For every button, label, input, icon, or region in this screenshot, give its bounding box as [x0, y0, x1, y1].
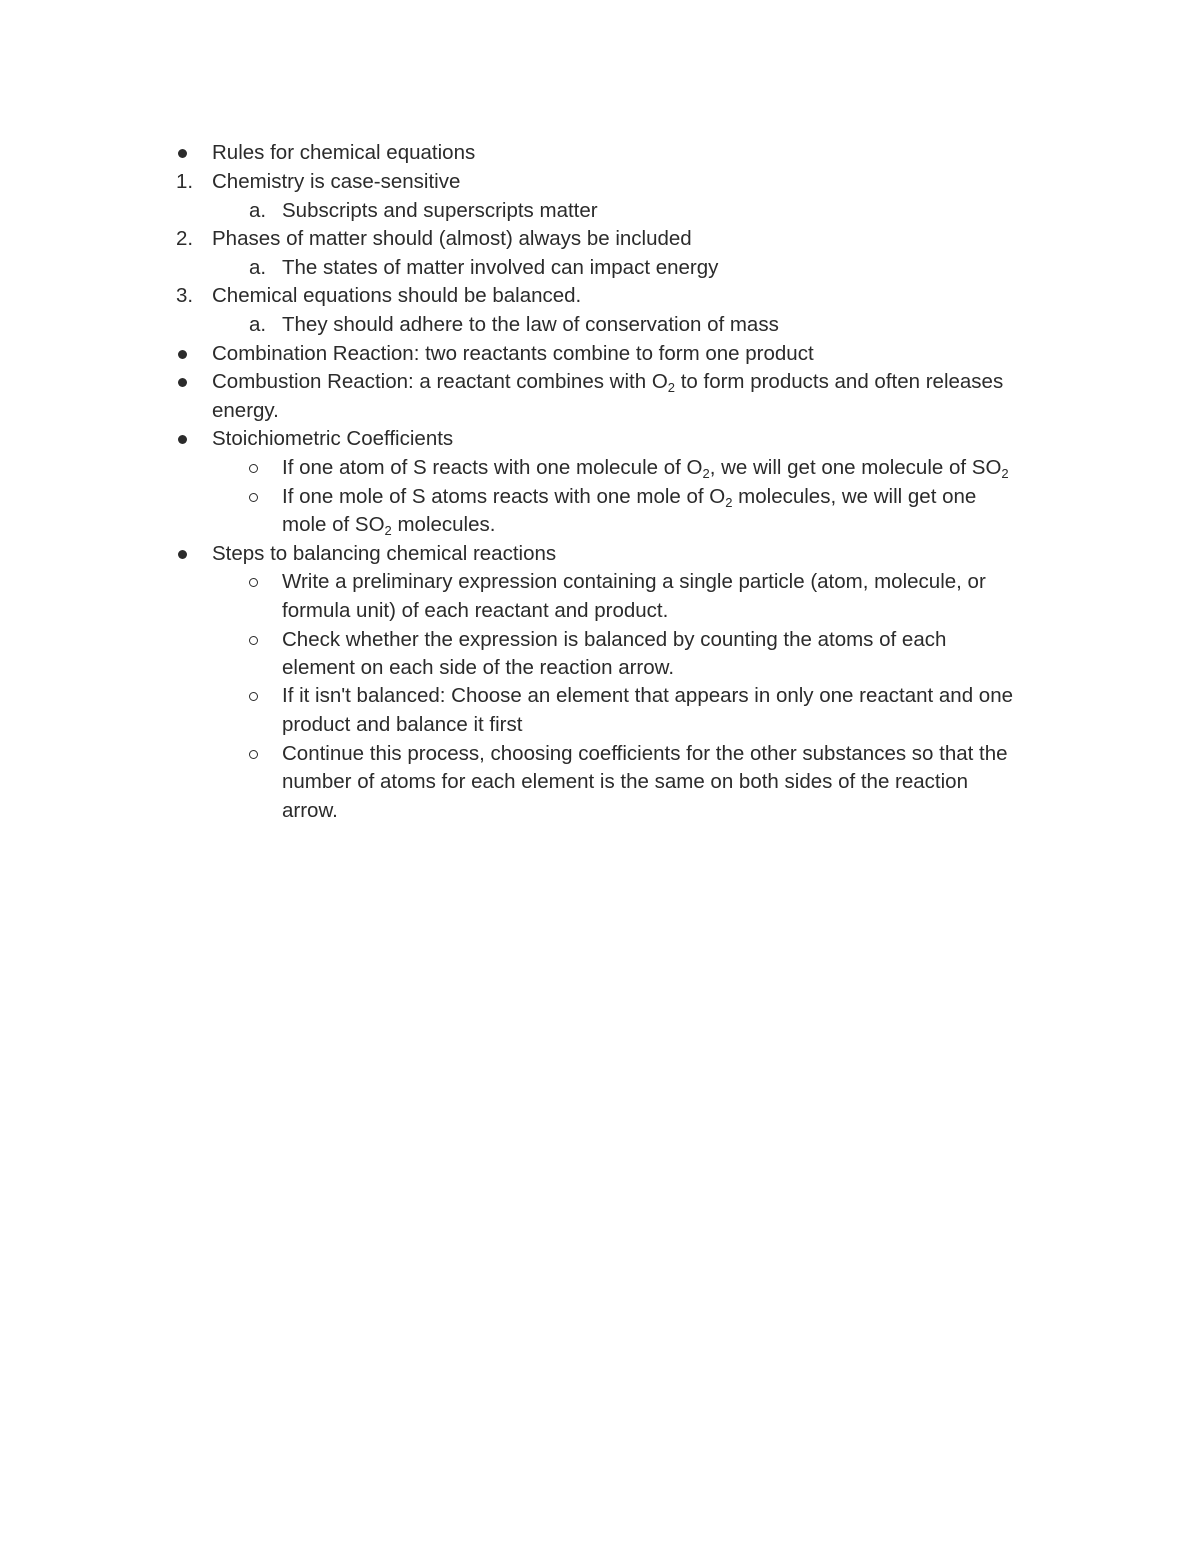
hollow-bullet-icon — [249, 750, 258, 759]
list-item-text: Chemical equations should be balanced. — [212, 284, 582, 307]
list-item-text: Chemistry is case-sensitive — [212, 170, 461, 193]
list-item-text: Steps to balancing chemical reactions — [212, 542, 557, 565]
list-item-text: They should adhere to the law of conservation of mass — [282, 313, 779, 336]
list-number: 1. — [176, 170, 194, 193]
list-item-text: Rules for chemical equations — [212, 141, 476, 164]
list-item-text: Stoichiometric Coefficients — [212, 427, 454, 450]
list-item-text: formula unit) of each reactant and product. — [282, 599, 669, 622]
hollow-bullet-icon — [249, 493, 258, 502]
bullet-icon — [178, 350, 187, 359]
list-item-text: Subscripts and superscripts matter — [282, 199, 598, 222]
bullet-icon — [178, 378, 187, 387]
hollow-bullet-icon — [249, 464, 258, 473]
list-letter: a. — [249, 256, 267, 279]
list-item-text: arrow. — [282, 799, 338, 822]
list-item-text: Phases of matter should (almost) always be included — [212, 227, 692, 250]
list-item-text: mole of $SO_2$ molecules. — [282, 513, 496, 538]
list-item-text: product and balance it first — [282, 713, 523, 736]
bullet-icon — [178, 435, 187, 444]
list-item-text: number of atoms for each element is the same on both sides of the reaction — [282, 770, 968, 793]
list-letter: a. — [249, 199, 267, 222]
list-item-text: Continue this process, choosing coefficients for the other substances so that the — [282, 742, 1008, 765]
list-item-text: The states of matter involved can impact energy — [282, 256, 719, 279]
list-item-text: If it isn't balanced: Choose an element that appears in only one reactant and one — [282, 684, 1014, 707]
list-item-text: If one atom of S reacts with one molecule of $O_2$, we will get one molecule of $SO_2$ — [282, 456, 1009, 481]
hollow-bullet-icon — [249, 578, 258, 587]
list-number: 2. — [176, 227, 194, 250]
list-item-text: Check whether the expression is balanced by counting the atoms of each — [282, 628, 947, 651]
bullet-icon — [178, 149, 187, 158]
list-item-text: If one mole of S atoms reacts with one mole of $O_2$ molecules, we will get one — [282, 485, 977, 510]
hollow-bullet-icon — [249, 636, 258, 645]
list-item-text: Combustion Reaction: a reactant combines with $O_2$ to form products and often releases — [212, 370, 1004, 395]
list-item-text: Write a preliminary expression containing a single particle (atom, molecule, or — [282, 570, 986, 593]
list-item-text: Combination Reaction: two reactants combine to form one product — [212, 342, 814, 365]
bullet-icon — [178, 550, 187, 559]
list-number: 3. — [176, 284, 194, 307]
list-item-text: element on each side of the reaction arrow. — [282, 656, 675, 679]
list-item-text: energy. — [212, 399, 279, 422]
hollow-bullet-icon — [249, 692, 258, 701]
list-letter: a. — [249, 313, 267, 336]
